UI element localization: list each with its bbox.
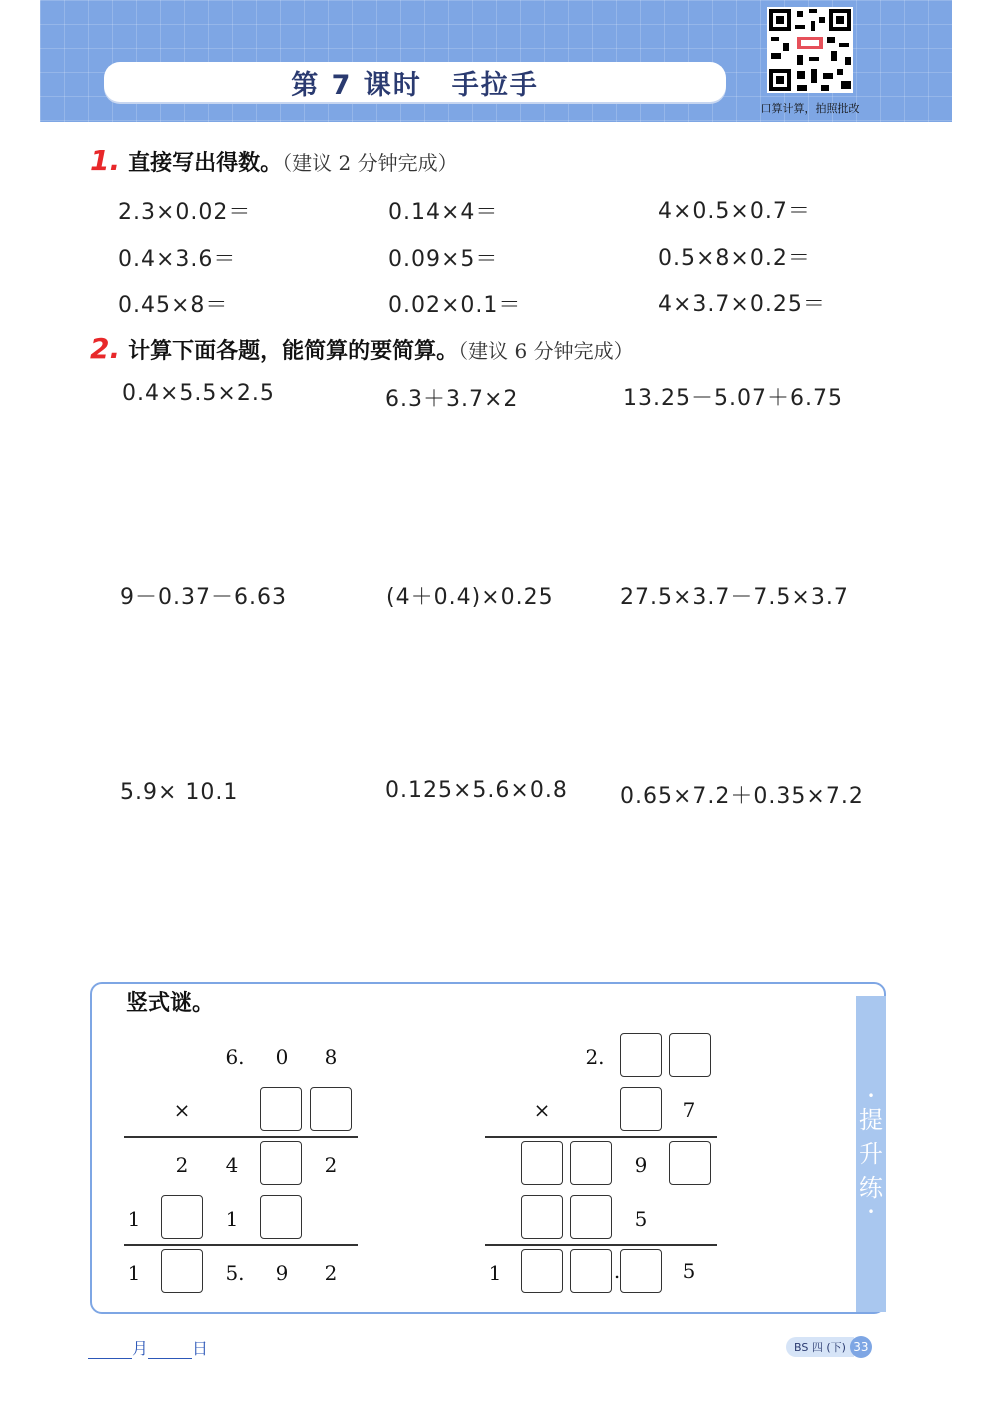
q2-item: 13.25－5.07＋6.75	[623, 386, 843, 411]
answer-box[interactable]	[570, 1141, 612, 1185]
digit: 9	[634, 1153, 648, 1177]
answer-box[interactable]	[521, 1249, 563, 1293]
answer-box[interactable]	[620, 1087, 662, 1131]
answer-box[interactable]	[161, 1249, 203, 1293]
puzzle-title: 竖式谜。	[126, 991, 215, 1016]
digit: 4	[225, 1153, 239, 1177]
qr-code[interactable]	[767, 7, 853, 93]
answer-box[interactable]	[620, 1033, 662, 1077]
answer-box[interactable]	[521, 1195, 563, 1239]
q2-item: (4＋0.4)×0.25	[386, 585, 554, 610]
q1-item: 4×0.5×0.7＝	[658, 199, 811, 224]
q1-item: 0.45×8＝	[118, 293, 229, 318]
digit: 2	[175, 1153, 189, 1177]
digit: 8	[324, 1045, 338, 1069]
q1-item: 0.5×8×0.2＝	[658, 246, 811, 271]
q1-item: 4×3.7×0.25＝	[658, 292, 826, 317]
q2-suggestion: （建议 6 分钟完成）	[458, 339, 634, 363]
lesson-number: 第 7 课时	[291, 69, 422, 101]
digit: 1	[127, 1207, 141, 1231]
answer-box[interactable]	[570, 1195, 612, 1239]
digit: 6.	[225, 1045, 245, 1069]
digit: 7	[682, 1098, 696, 1122]
digit: 1	[488, 1261, 502, 1285]
digit: 2	[324, 1153, 338, 1177]
q1-item: 2.3×0.02＝	[118, 200, 252, 225]
day-blank[interactable]	[148, 1342, 192, 1359]
q1-item: 0.4×3.6＝	[118, 247, 237, 272]
side-tab-char: 升	[859, 1140, 883, 1168]
answer-box[interactable]	[260, 1087, 302, 1131]
q1-item: 0.02×0.1＝	[388, 293, 522, 318]
side-tab-char: 练	[859, 1174, 883, 1202]
q1-number: 1.	[90, 144, 121, 177]
q2-item: 9－0.37－6.63	[120, 585, 287, 610]
q2-title: 计算下面各题，能简算的要简算。	[128, 339, 459, 364]
page-footer-tag	[786, 1336, 872, 1358]
q2-heading	[90, 332, 634, 365]
q2-number: 2.	[90, 332, 121, 365]
rule-line	[485, 1136, 717, 1138]
q2-item: 0.65×7.2＋0.35×7.2	[620, 784, 864, 809]
lesson-title: 手拉手	[451, 69, 539, 101]
q1-item: 0.09×5＝	[388, 247, 499, 272]
digit: 0	[275, 1045, 289, 1069]
answer-box[interactable]	[310, 1087, 352, 1131]
digit: 2.	[585, 1045, 605, 1069]
answer-box[interactable]	[161, 1195, 203, 1239]
answer-box[interactable]	[260, 1195, 302, 1239]
q1-heading	[90, 144, 458, 177]
digit: 5.	[225, 1261, 245, 1285]
side-tab-char: 提	[859, 1106, 883, 1134]
digit: 2	[324, 1261, 338, 1285]
qr-caption: 口算计算，拍照批改	[760, 102, 860, 115]
times-sign: ×	[533, 1098, 551, 1122]
answer-box[interactable]	[669, 1141, 711, 1185]
q1-suggestion: （建议 2 分钟完成）	[282, 151, 458, 175]
month-blank[interactable]	[88, 1342, 132, 1359]
answer-box[interactable]	[260, 1141, 302, 1185]
day-label: 日	[192, 1339, 209, 1358]
decimal-point: .	[613, 1259, 621, 1283]
month-label: 月	[132, 1339, 149, 1358]
grade-label: BS 四 (下)	[786, 1337, 854, 1357]
page-number: 33	[850, 1336, 872, 1358]
q2-item: 6.3＋3.7×2	[385, 387, 519, 412]
q1-title: 直接写出得数。	[128, 151, 283, 176]
answer-box[interactable]	[669, 1033, 711, 1077]
rule-line	[124, 1244, 358, 1246]
digit: 1	[225, 1207, 239, 1231]
times-sign: ×	[173, 1098, 191, 1122]
digit: 1	[127, 1261, 141, 1285]
answer-box[interactable]	[620, 1249, 662, 1293]
digit: 5	[682, 1259, 696, 1283]
q2-item: 5.9× 10.1	[120, 780, 239, 805]
digit: 5	[634, 1207, 648, 1231]
lesson-title-bar	[104, 62, 726, 102]
q2-item: 0.4×5.5×2.5	[122, 381, 275, 406]
digit: 9	[275, 1261, 289, 1285]
q1-item: 0.14×4＝	[388, 200, 499, 225]
q2-item: 27.5×3.7－7.5×3.7	[620, 585, 849, 610]
rule-line	[124, 1136, 358, 1138]
rule-line	[485, 1244, 717, 1246]
answer-box[interactable]	[521, 1141, 563, 1185]
side-tab: • 提 升 练 •	[856, 996, 886, 1312]
date-field[interactable]	[88, 1336, 208, 1359]
q2-item: 0.125×5.6×0.8	[385, 778, 568, 803]
